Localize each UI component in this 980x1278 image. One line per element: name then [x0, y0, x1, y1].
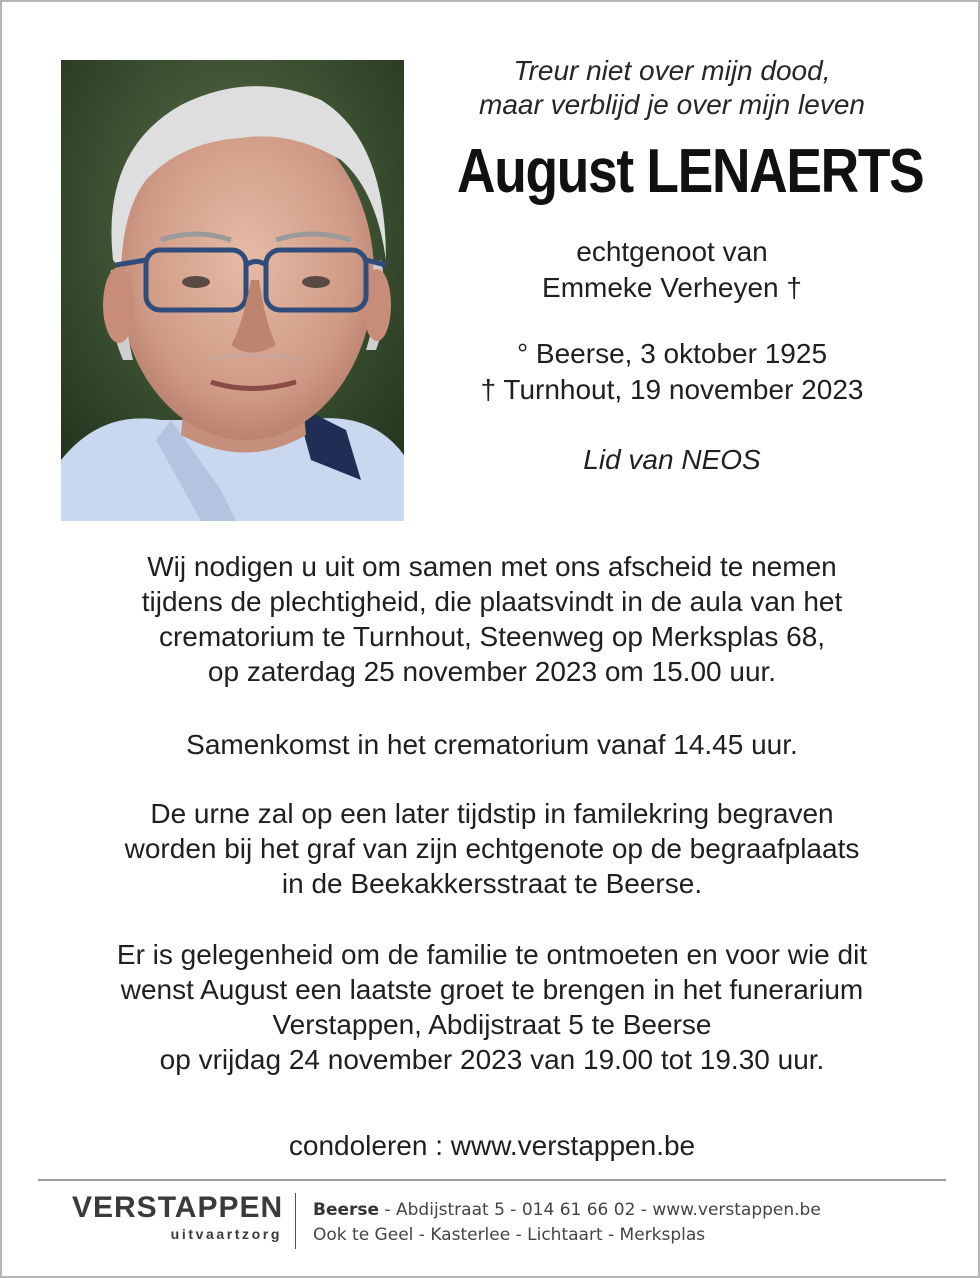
- life-dates: [422, 336, 922, 408]
- header-block: [422, 54, 922, 478]
- condolences-line: condoleren : www.verstappen.be: [288, 1130, 696, 1161]
- visit-line: Er is gelegenheid om de familie te ontmoeten en voor wie dit: [116, 939, 868, 970]
- footer-contact: [313, 1198, 821, 1248]
- footer-divider-rule: [38, 1179, 946, 1181]
- invitation-line: tijdens de plechtigheid, die plaatsvindt in de aula van het: [141, 586, 843, 617]
- footer-details: - Abdijstraat 5 - 014 61 66 02 - www.verstappen.be: [379, 1200, 821, 1220]
- visit-line: Verstappen, Abdijstraat 5 te Beerse: [272, 1009, 712, 1040]
- motto-line-1: Treur niet over mijn dood,: [513, 55, 831, 86]
- visit-paragraph: [42, 937, 942, 1077]
- logo-name: VERSTAPPEN: [72, 1191, 284, 1224]
- footer-location: Beerse: [313, 1200, 380, 1220]
- motto: [422, 54, 922, 122]
- spouse-line-2: Emmeke Verheyen †: [542, 272, 802, 303]
- footer-vertical-divider: [295, 1193, 296, 1249]
- deceased-name: August LENAERTS: [457, 137, 924, 206]
- visit-line: op vrijdag 24 november 2023 van 19.00 tot 19.30 uur.: [159, 1044, 825, 1075]
- motto-line-2: maar verblijd je over mijn leven: [479, 89, 865, 120]
- spouse-line-1: echtgenoot van: [576, 236, 768, 267]
- visit-line: wenst August een laatste groet te brengen in het funerarium: [120, 974, 864, 1005]
- portrait-photo: [61, 60, 404, 521]
- gathering-line: Samenkomst in het crematorium vanaf 14.45 uur.: [186, 729, 798, 760]
- birth-date: ° Beerse, 3 oktober 1925: [516, 338, 828, 369]
- urn-line: in de Beekakkersstraat te Beerse.: [281, 868, 703, 899]
- invitation-line: Wij nodigen u uit om samen met ons afscheid te nemen: [147, 551, 837, 582]
- invitation-paragraph: [42, 549, 942, 689]
- logo-tagline: uitvaartzorg: [170, 1226, 282, 1242]
- spouse-info: [422, 234, 922, 306]
- footer-other-locations: Ook te Geel - Kasterlee - Lichtaart - Merksplas: [313, 1225, 706, 1245]
- urn-paragraph: [42, 796, 942, 901]
- invitation-line: op zaterdag 25 november 2023 om 15.00 uur.: [207, 656, 777, 687]
- urn-line: worden bij het graf van zijn echtgenote op de begraafplaats: [124, 833, 860, 864]
- funeral-home-logo: [72, 1190, 282, 1242]
- invitation-line: crematorium te Turnhout, Steenweg op Merksplas 68,: [158, 621, 826, 652]
- urn-line: De urne zal op een later tijdstip in familekring begraven: [150, 798, 834, 829]
- footer-address-line: [313, 1198, 821, 1223]
- membership: Lid van NEOS: [583, 444, 761, 475]
- death-date: † Turnhout, 19 november 2023: [480, 374, 864, 405]
- gathering-paragraph: [42, 727, 942, 762]
